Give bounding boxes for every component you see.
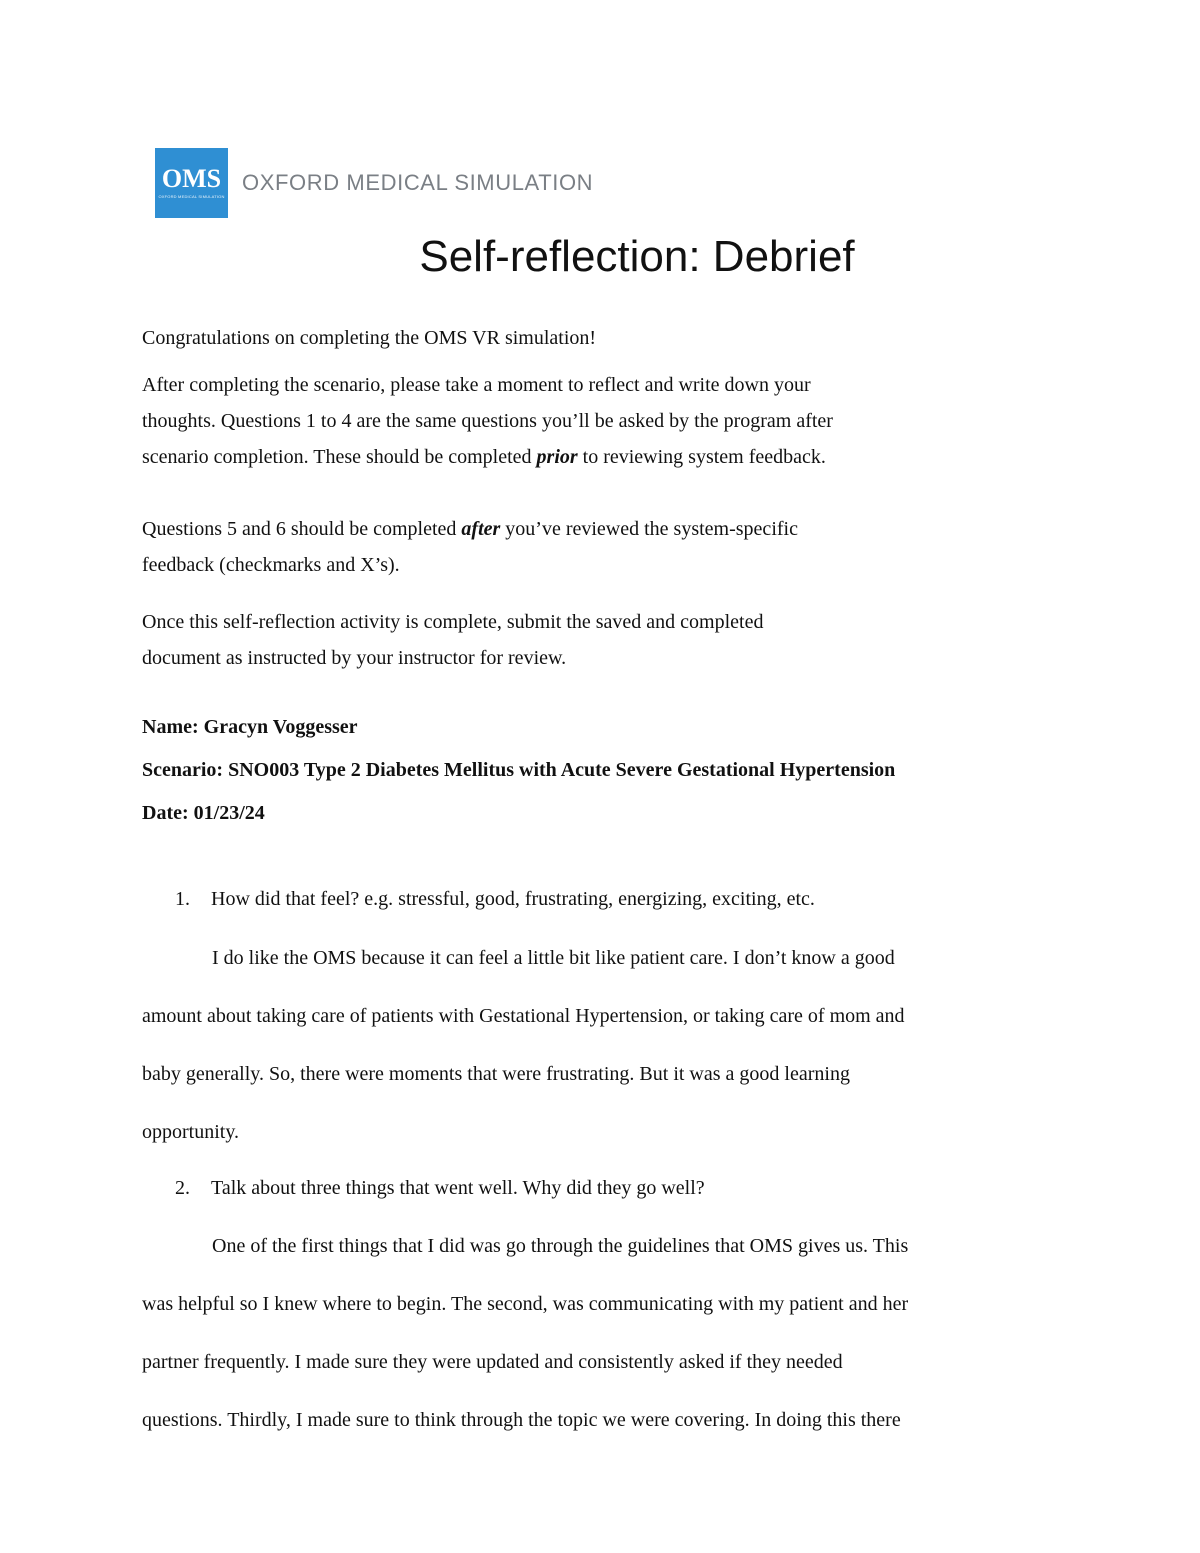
intro-text: Questions 5 and 6 should be completed: [142, 518, 462, 540]
intro-paragraph-3-line: Once this self-reflection activity is complete, submit the saved and completed: [142, 611, 764, 633]
intro-paragraph-2-line: feedback (checkmarks and X’s).: [142, 554, 400, 576]
question-1: [175, 888, 815, 911]
question-number: 2.: [175, 1177, 190, 1199]
intro-text: to reviewing system feedback.: [577, 446, 826, 468]
answer-line: partner frequently. I made sure they were updated and consistently asked if they needed: [142, 1351, 843, 1373]
question-text: Talk about three things that went well. Why did they go well?: [211, 1177, 705, 1199]
page-title: Self-reflection: Debrief: [419, 232, 855, 281]
question-number: 1.: [175, 888, 190, 910]
question-text: How did that feel? e.g. stressful, good, frustrating, energizing, exciting, etc.: [211, 888, 815, 910]
intro-paragraph-3-line: document as instructed by your instructor for review.: [142, 647, 567, 669]
oms-logo-mark-subtext: OXFORD MEDICAL SIMULATION: [158, 194, 225, 199]
answer-1: [142, 929, 1062, 1161]
answer-line: I do like the OMS because it can feel a little bit like patient care. I don’t know a good: [212, 947, 895, 969]
answer-line: baby generally. So, there were moments that were frustrating. But it was a good learning: [142, 1063, 850, 1085]
intro-paragraph-1-line: thoughts. Questions 1 to 4 are the same questions you’ll be asked by the program after: [142, 410, 833, 432]
oms-logo-wordmark: OXFORD MEDICAL SIMULATION: [242, 170, 594, 195]
emphasis-prior: prior: [536, 446, 578, 468]
answer-line: questions. Thirdly, I made sure to think through the topic we were covering. In doing this there: [142, 1409, 901, 1431]
answer-2: [142, 1217, 1062, 1449]
intro-paragraph-1: [142, 367, 1042, 475]
intro-text: you’ve reviewed the system-specific: [500, 518, 798, 540]
emphasis-after: after: [461, 518, 501, 540]
date-label: Date: 01/23/24: [142, 802, 265, 824]
scenario-label: Scenario: SNO003 Type 2 Diabetes Mellitus with Acute Severe Gestational Hypertension: [142, 759, 896, 781]
intro-paragraph-2-line: [142, 511, 1042, 547]
answer-line: One of the first things that I did was go through the guidelines that OMS gives us. This: [212, 1235, 909, 1257]
intro-paragraph-1-line: [142, 439, 1042, 475]
intro-paragraph-3: [142, 604, 1042, 676]
answer-line: was helpful so I knew where to begin. The second, was communicating with my patient and her: [142, 1293, 909, 1315]
intro-congrats: Congratulations on completing the OMS VR simulation!: [142, 327, 597, 349]
oms-logo-mark: [155, 148, 228, 218]
question-2: [175, 1177, 705, 1200]
student-name: Name: Gracyn Voggesser: [142, 716, 358, 738]
intro-paragraph-1-line: After completing the scenario, please take a moment to reflect and write down your: [142, 374, 811, 396]
answer-line: opportunity.: [142, 1121, 240, 1143]
oms-logo-mark-text: OMS: [161, 164, 222, 193]
answer-line: amount about taking care of patients with Gestational Hypertension, or taking care of mom and: [142, 1005, 905, 1027]
intro-text: scenario completion. These should be completed: [142, 446, 537, 468]
oms-logo: [155, 148, 593, 218]
intro-paragraph-2: [142, 511, 1042, 583]
